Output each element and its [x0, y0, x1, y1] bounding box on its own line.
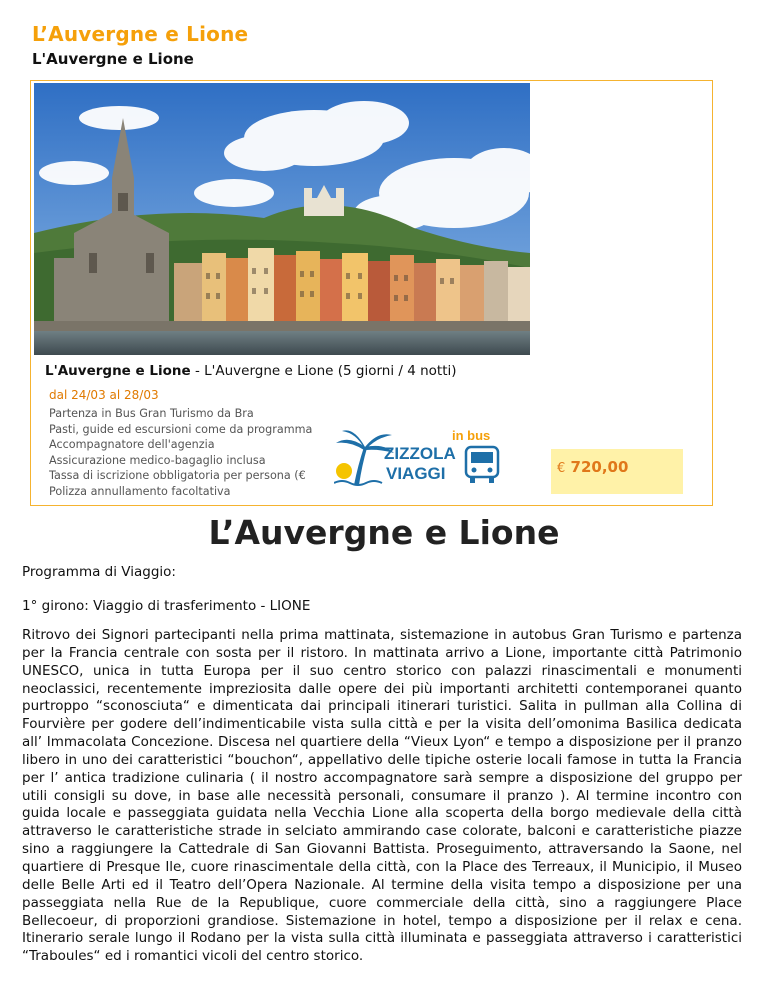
feature-item: Assicurazione medico-bagaglio inclusa [49, 453, 266, 467]
logo-line1-text: ZIZZOLA [384, 444, 456, 463]
price-currency: € [557, 461, 566, 476]
tour-description: - L'Auvergne e Lione (5 giorni / 4 notti) [190, 363, 457, 379]
header-title: L’Auvergne e Lione [32, 22, 249, 46]
feature-item: Tassa di iscrizione obbligatoria per persona (€ [49, 469, 306, 483]
feature-item: Pasti, guide ed escursioni come da programma [49, 422, 313, 436]
tour-name[interactable]: L'Auvergne e Lione [45, 363, 191, 379]
tour-title-line [45, 363, 457, 379]
day1-title: 1° girono: Viaggio di trasferimento - LIONE [22, 598, 311, 614]
price-box [551, 449, 683, 494]
program-label: Programma di Viaggio: [22, 564, 176, 580]
feature-item: Partenza in Bus Gran Turismo da Bra [49, 407, 254, 420]
feature-list [49, 406, 332, 500]
feature-item: Polizza annullamento facoltativa [49, 484, 231, 498]
header-subtitle: L'Auvergne e Lione [32, 50, 194, 68]
tour-card [30, 80, 713, 506]
feature-item: Accompagnatore dell'agenzia [49, 438, 215, 452]
zizzola-viaggi-logo [334, 425, 504, 491]
bus-icon [466, 447, 498, 483]
tour-dates: dal 24/03 al 28/03 [49, 388, 159, 402]
lyon-photo [34, 83, 530, 355]
main-title: L’Auvergne e Lione [208, 513, 560, 552]
logo-inbus-text: in bus [452, 428, 491, 443]
price [557, 458, 628, 476]
price-value: 720,00 [570, 458, 629, 476]
logo-line2-text: VIAGGI [386, 464, 446, 483]
day1-description: Ritrovo dei Signori partecipanti nella prima mattinata, sistemazione in autobus Gran Turismo e partenza per la Francia centrale con sosta per il ristoro. In mattinata arrivo a Lione, importante città Patrimonio UNESCO, unica in tutta Europa per il suo centro storico con palazzi rinascimentali e monumenti neoclassici, recentemente impreziosita dalle opere dei più importanti architetti contemporanei quanto purtroppo “sconosciuta“ e dimenticata dai principali itinerari turistici. Salita in pullman alla Collina di Fourvière per godere dell’indimenticabile vista sulla città e per la visita dell’omonima Basilica dedicata all’ Immacolata Concezione. Discesa nel quartiere della “Vieux Lyon“ e tempo a disposizione per il pranzo libero in uno dei caratteristici “bouchon“, appellativo delle tipiche osterie locali famose in tutta la Francia per l’ antica tradizione culinaria ( il nostro accompagnatore sarà sempre a disposizione del gruppo per utili consigli su dove, in base alle necessità personali, consumare il pranzo ). Al termine incontro con guida locale e passeggiata guidata nella Vecchia Lione alla scoperta della borgo medievale della città attraverso le caratteristiche strade in selciato ammirando case colorate, balconi e caratteristiche piazze sino a raggiungere la Cattedrale di San Giovanni Battista. Proseguimento, attraversando la Saone, nel quartiere di Presque Ile, cuore rinascimentale della città, con la Place des Terreaux, il Municipio, il Museo delle Belle Arti ed il Teatro dell’Opera Nazionale. Al termine della visita tempo a disposizione per una passeggiata nella Rue de la Republique, cuore commerciale della città, sino a raggiungere Place Bellecoeur, di proporzioni grandiose. Sistemazione in hotel, tempo a disposizione per il relax e cena. Itinerario serale lungo il Rodano per la vista sulla città illuminata e passeggiata attraverso i caratteristici “Traboules“ ed i romantici vicoli del centro storico. [22, 627, 742, 965]
